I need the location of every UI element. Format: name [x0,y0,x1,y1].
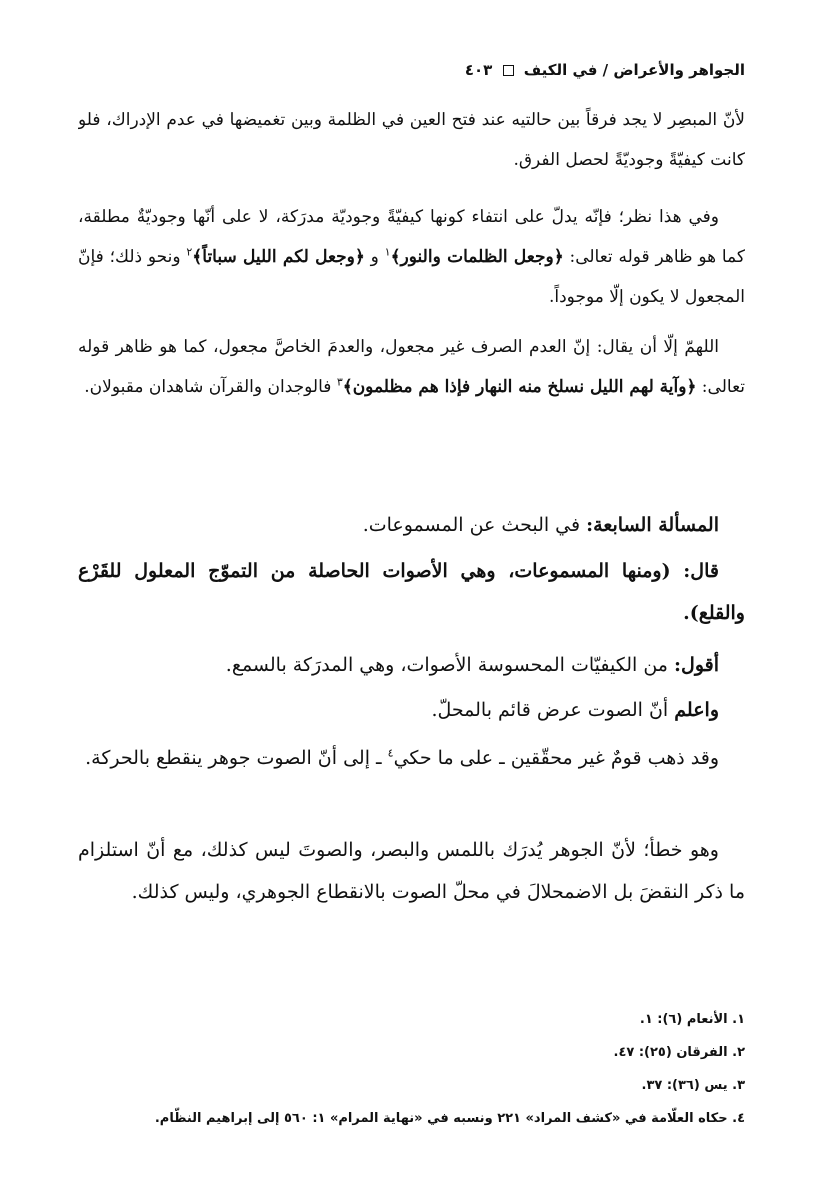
paragraph-2-text-end: ونحو ذلك؛ فإنّ المجعول لا يكون إلّا موجوداً. [78,247,745,307]
footnote-ref-3: ٣ [336,375,343,389]
paragraph-iilam [78,689,745,731]
paragraph-2-text-start: وفي هذا نظر؛ فإنّه يدلّ على انتفاء كونها كيفيّةً وجوديّة مدرَكة، لا على أنّها وجوديّةٌ مطلقة، كما هو ظاهر قوله تعالى: [78,207,745,267]
section-heading [78,504,745,546]
paragraph-8-text-start: وقد ذهب قومٌ غير محقّقين ـ على ما حكي [393,747,719,769]
paragraph-2-conjunction: و [364,247,385,267]
iilam-label: واعلم [674,699,719,721]
section-title: في البحث عن المسموعات. [362,514,587,536]
paragraph-3-text-start: اللهمّ إلّا أن يقال: إنّ العدم الصرف غير مجعول، والعدمَ الخاصَّ مجعول، كما هو ظاهر قوله تعالى: [78,337,745,397]
aqulu-label: أقول: [674,654,719,676]
footnote-3: ٣. يس (٣٦): ٣٧. [641,1078,745,1093]
paragraph-1 [78,100,745,180]
qala-text: (ومنها المسموعات، وهي الأصوات الحاصلة من التموّج المعلول للقَرْع والقلع). [78,560,745,624]
qala-label: قال: [683,560,719,582]
footnote-ref-1: ١ [384,245,391,259]
paragraph-9 [78,829,745,955]
quran-quote-3: ﴿وآية لهم الليل نسلخ منه النهار فإذا هم مظلمون﴾ [342,377,697,397]
paragraph-3-text-end: فالوجدان والقرآن شاهدان مقبولان. [84,377,337,397]
quran-quote-1: ﴿وجعل الظلمات والنور﴾ [390,247,564,267]
aqulu-text: من الكيفيّات المحسوسة الأصوات، وهي المدرَكة بالسمع. [225,654,674,676]
footnote-2: ٢. الفرقان (٢٥): ٤٧. [613,1045,745,1060]
section-label: المسألة السابعة: [586,514,719,536]
iilam-text: أنّ الصوت عرض قائم بالمحلّ. [431,699,675,721]
page-number: ٤٠٣ [464,61,493,79]
footnote-ref-4: ٤ [387,746,394,760]
paragraph-aqulu [78,644,745,686]
paragraph-8-text-end: ـ إلى أنّ الصوت جوهر ينقطع بالحركة. [85,747,388,769]
footnote-ref-2: ٢ [186,245,193,259]
paragraph-qala [78,550,745,634]
paragraph-2 [78,197,745,317]
paragraph-3 [78,327,745,447]
footnotes [78,1003,745,1135]
paragraph-9-text: وهو خطأ؛ لأنّ الجوهر يُدرَك باللمس والبصر، والصوتَ ليس كذلك، مع أنّ استلزام ما ذكر النقضَ بل الاضمحلالَ في محلّ الصوت بالانقطاع الجوهري، وليس كذلك. [78,839,745,903]
footnote-4: ٤. حكاه العلّامة في «كشف المراد» ٢٢١ ونسبه في «نهاية المرام» ١: ٥٦٠ إلى إبراهيم النظّام. [154,1111,745,1126]
quran-quote-2: ﴿وجعل لكم الليل سباتاً﴾ [192,247,365,267]
footnote-1: ١. الأنعام (٦): ١. [639,1012,745,1027]
header-title: الجواهر والأعراض / في الكيف [523,61,745,79]
running-header [78,52,745,88]
separator-square-icon [503,65,514,76]
paragraph-1-text: لأنّ المبصِر لا يجد فرقاً بين حالتيه عند فتح العين في الظلمة وبين تغميضها في عدم الإدراك، فلو كانت كيفيّةً وجوديّةً لحصل الفرق. [78,110,745,170]
paragraph-8 [78,737,745,821]
